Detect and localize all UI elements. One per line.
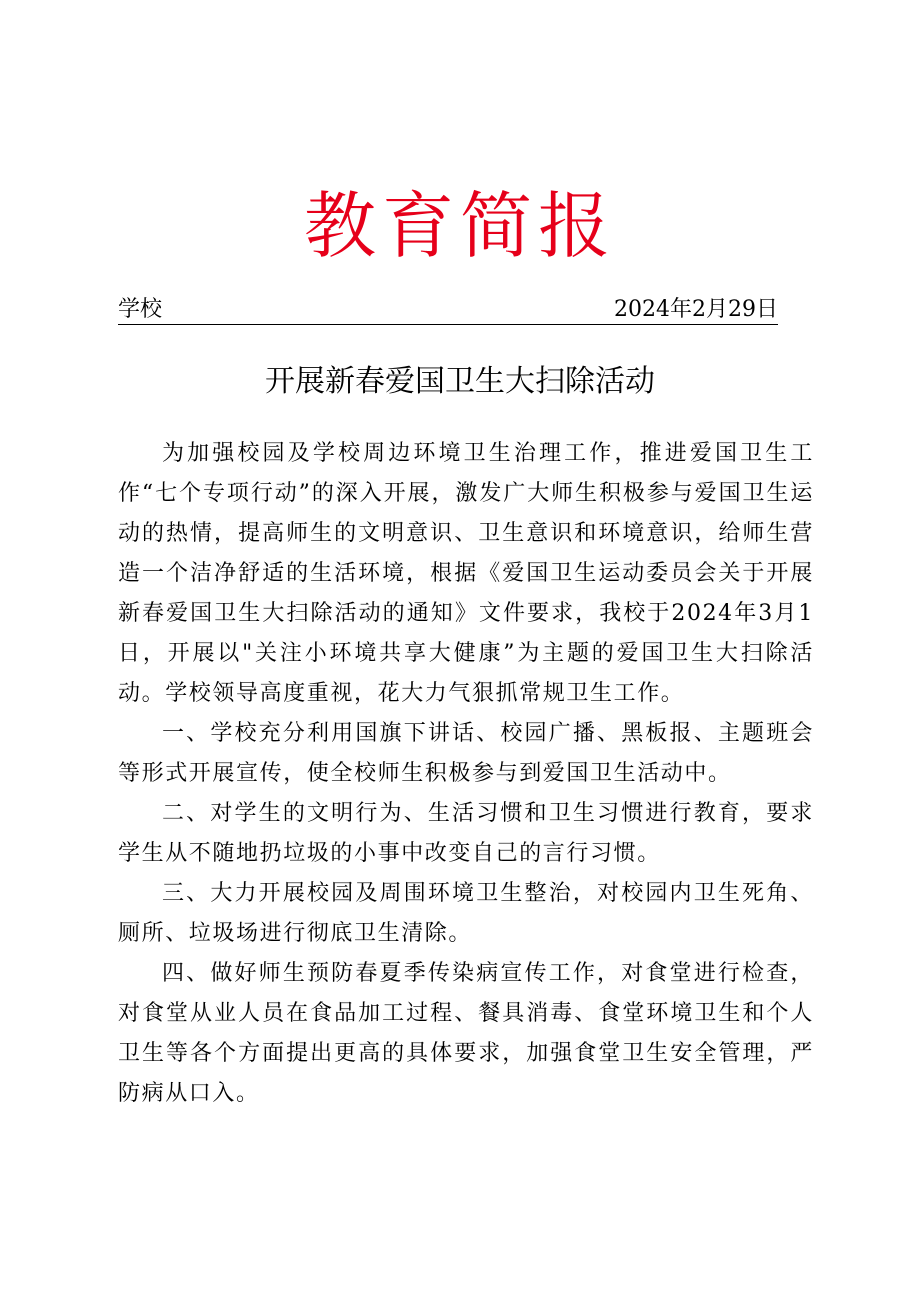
article-paragraph-1: 一、学校充分利用国旗下讲话、校园广播、黑板报、主题班会等形式开展宣传，使全校师生积极参与到爱国卫生活动中。 bbox=[118, 721, 814, 786]
article-paragraph-3: 三、大力开展校园及周围环境卫生整治，对校园内卫生死角、厕所、垃圾场进行彻底卫生清除。 bbox=[118, 881, 814, 946]
article-paragraph-intro: 为加强校园及学校周边环境卫生治理工作，推进爱国卫生工作“七个专项行动”的深入开展，激发广大师生积极参与爱国卫生运动的热情，提高师生的文明意识、卫生意识和环境意识，给师生营造一个洁净舒适的生活环境，根据《爱国卫生运动委员会关于开展新春爱国卫生大扫除活动的通知》文件要求，我校于2024年3月1日，开展以"关注小环境共享大健康”为主题的爱国卫生大扫除活动。学校领导高度重视，花大力气狠抓常规卫生工作。 bbox=[118, 441, 814, 706]
article-title: 开展新春爱国卫生大扫除活动 bbox=[265, 364, 655, 399]
article-paragraph-2: 二、对学生的文明行为、生活习惯和卫生习惯进行教育，要求学生从不随地扔垃圾的小事中改变自己的言行习惯。 bbox=[118, 801, 814, 866]
article-body bbox=[118, 434, 814, 1114]
issue-date: 2024年2月29日 bbox=[614, 297, 778, 322]
article-paragraph-4: 四、做好师生预防春夏季传染病宣传工作，对食堂进行检查，对食堂从业人员在食品加工过程、餐具消毒、食堂环境卫生和个人卫生等各个方面提出更高的具体要求，加强食堂卫生安全管理，严防病从口入。 bbox=[118, 961, 814, 1106]
masthead-title: 教育简报 bbox=[303, 184, 616, 268]
school-name: 学校 bbox=[118, 297, 163, 322]
issue-info-line bbox=[118, 296, 778, 325]
